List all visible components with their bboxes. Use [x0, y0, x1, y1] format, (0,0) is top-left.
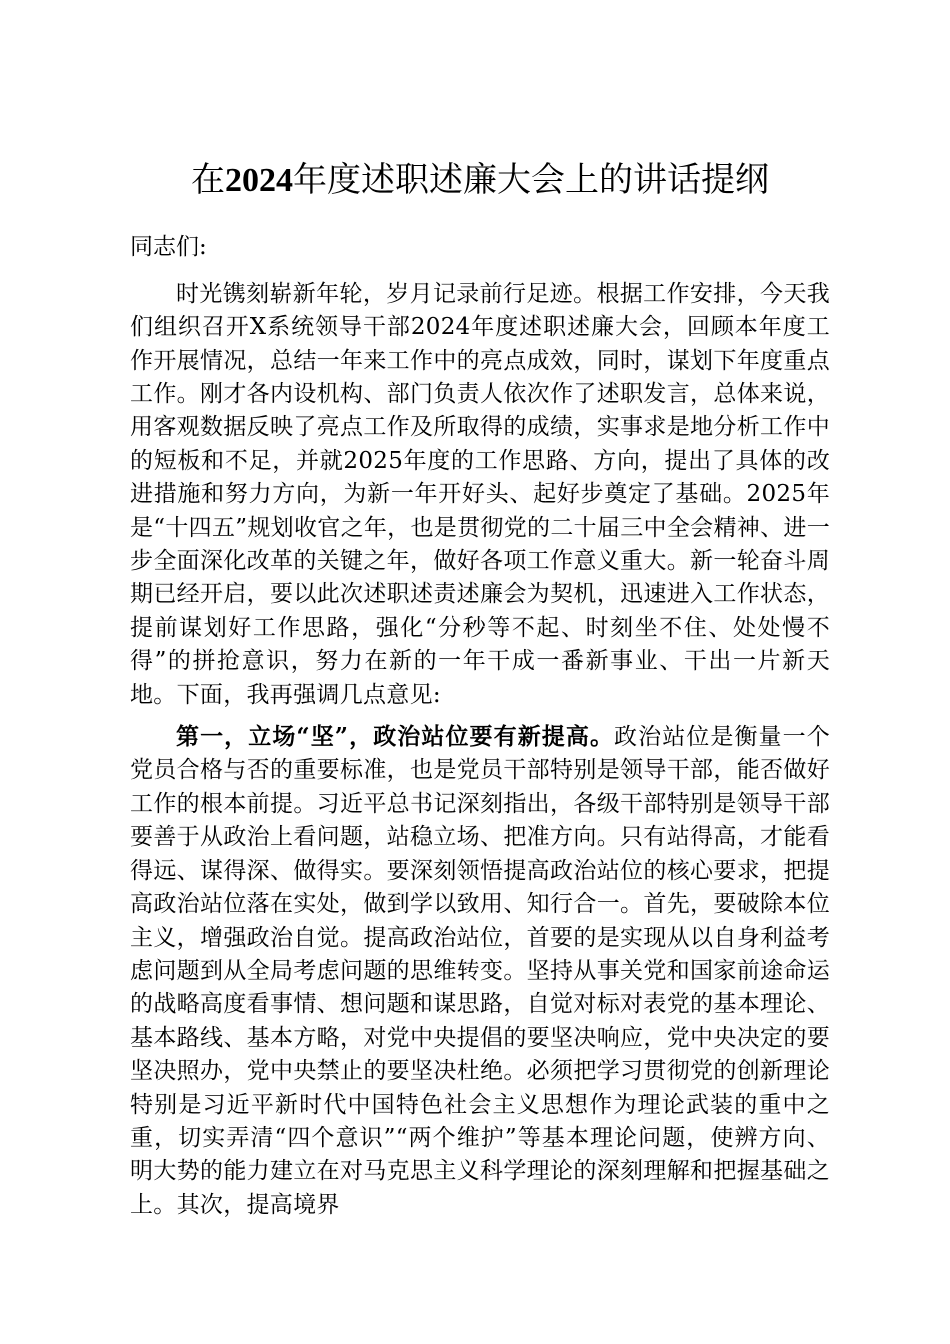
body-paragraph-2 [130, 720, 830, 1222]
title-year: 2024 [225, 162, 293, 199]
salutation: 同志们: [130, 233, 207, 260]
title-prefix: 在 [191, 160, 225, 200]
title-suffix: 年度述职述廉大会上的讲话提纲 [293, 160, 769, 200]
document-page [130, 160, 830, 1230]
section-heading-first: 第一，立场“坚”，政治站位要有新提高。 [176, 723, 615, 751]
document-title [130, 160, 830, 202]
body-paragraph-1: 时光镌刻崭新年轮，岁月记录前行足迹。根据工作安排，今天我们组织召开X系统领导干部2024年度述职述廉大会，回顾本年度工作开展情况，总结一年来工作中的亮点成效，同时，谋划下年度重点工作。刚才各内设机构、部门负责人依次作了述职发言，总体来说，用客观数据反映了亮点工作及所取得的成绩，实事求是地分析工作中的短板和不足，并就2025年度的工作思路、方向，提出了具体的改进措施和努力方向，为新一年开好头、起好步奠定了基础。2025年是“十四五”规划收官之年，也是贯彻党的二十届三中全会精神、进一步全面深化改革的关键之年，做好各项工作意义重大。新一轮奋斗周期已经开启，要以此次述职述责述廉会为契机，迅速进入工作状态，提前谋划好工作思路，强化“分秒等不起、时刻坐不住、处处慢不得”的拼抢意识，努力在新的一年干成一番新事业、干出一片新天地。下面，我再强调几点意见: [130, 280, 830, 708]
section-body-first: 政治站位是衡量一个党员合格与否的重要标准，也是党员干部特别是领导干部，能否做好工作的根本前提。习近平总书记深刻指出，各级干部特别是领导干部要善于从政治上看问题，站稳立场、把准方向。只有站得高，才能看得远、谋得深、做得实。要深刻领悟提高政治站位的核心要求，把提高政治站位落在实处，做到学以致用、知行合一。首先，要破除本位主义，增强政治自觉。提高政治站位，首要的是实现从以自身利益考虑问题到从全局考虑问题的思维转变。坚持从事关党和国家前途命运的战略高度看事情、想问题和谋思路，自觉对标对表党的基本理论、基本路线、基本方略，对党中央提倡的要坚决响应，党中央决定的要坚决照办，党中央禁止的要坚决杜绝。必须把学习贯彻党的创新理论特别是习近平新时代中国特色社会主义思想作为理论武装的重中之重，切实弄清“四个意识”“两个维护”等基本理论问题，使辨方向、明大势的能力建立在对马克思主义科学理论的深刻理解和把握基础之上。其次，提高境界 [130, 724, 830, 1218]
